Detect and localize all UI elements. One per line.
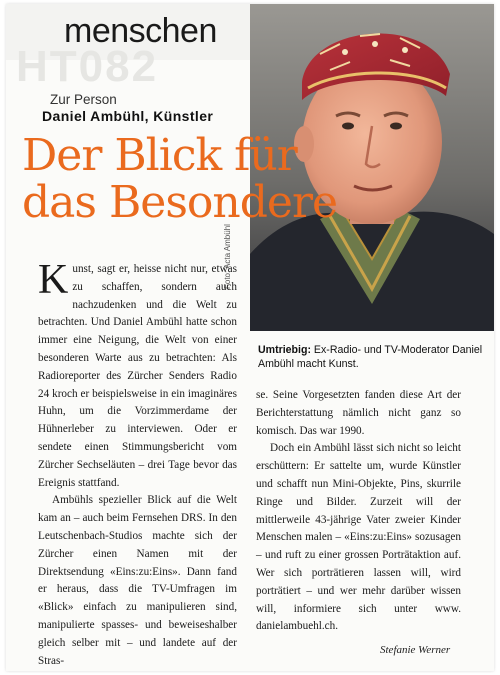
- article-column-1: [38, 257, 237, 670]
- article-subject: Daniel Ambühl, Künstler: [42, 108, 214, 124]
- article-title-line-2: das Besondere: [22, 177, 338, 228]
- caption-text: Ex-Radio- und TV-Moderator Daniel Ambühl macht Kunst.: [258, 344, 483, 370]
- paragraph: se. Seine Vorgesetzten fanden diese Art der Berichterstattung nämlich nicht ganz so komisch. Das war 1990.: [256, 389, 461, 437]
- paragraph: Ambühls spezieller Blick auf die Welt kam an – auch beim Fernsehen DRS. In den Leutschenbach-Studios machte sich der Zürcher einen Namen mit der Direktsendung «Eins:zu:Eins». Dann fand er heraus, dass die TV-Umfragen im «Blick» einfach zu manipulieren sind, manipulierte spasses- und beweiseshalber gleich selber mit – und landete auf der Stras-: [38, 494, 237, 667]
- magazine-page: [6, 4, 494, 671]
- paragraph: Doch ein Ambühl lässt sich nicht so leicht erschüttern: Er sattelte um, wurde Künstler und schafft nun Mini-Objekte, Pins, skurrile Ringe und Bilder. Zurzeit will der mittlerweile 43-jährige Vater zweier Kinder Menschen malen – «Eins:zu:Eins» sozusagen – und ruft zu einer grossen Porträtaktion auf. Wer sich porträtieren lassen will, wird porträtiert – und wer mehr darüber wissen will, informiere sich unter www. danielambuehl.ch.: [256, 442, 461, 633]
- paragraph-text: unst, sagt er, heisse nicht nur, etwas zu schaffen, sondern auch nachzudenken und die Welt zu betrachten. Und Daniel Ambühl hatte schon immer eine Neigung, die Welt von einer besonderen Warte aus zu betrachten: Als Radioreporter des Zürcher Senders Radio 24 kroch er beispielsweise in ein imaginäres Huhn, um die Vorzimmerdame der Hühnerleber zu interviewen. Oder er sendete einen Stimmungsbericht vom Zürcher Sechseläuten – drei Tage bevor das Ereignis stattfand.: [38, 263, 237, 489]
- background-ghost-text: HT082: [16, 42, 159, 91]
- photo-caption: [258, 344, 490, 371]
- article-kicker: Zur Person: [50, 92, 117, 107]
- caption-lead: Umtriebig:: [258, 344, 311, 356]
- article-author: Stefanie Werner: [380, 644, 451, 656]
- photo-credit: Foto: Acta Ambühl: [223, 224, 232, 289]
- section-header-word-menschen: menschen: [64, 12, 217, 50]
- article-column-2: [256, 387, 461, 636]
- article-title: [22, 132, 337, 226]
- drop-cap: K: [38, 257, 69, 303]
- article-title-line-1: Der Blick für: [22, 130, 297, 181]
- paragraph: [38, 257, 237, 492]
